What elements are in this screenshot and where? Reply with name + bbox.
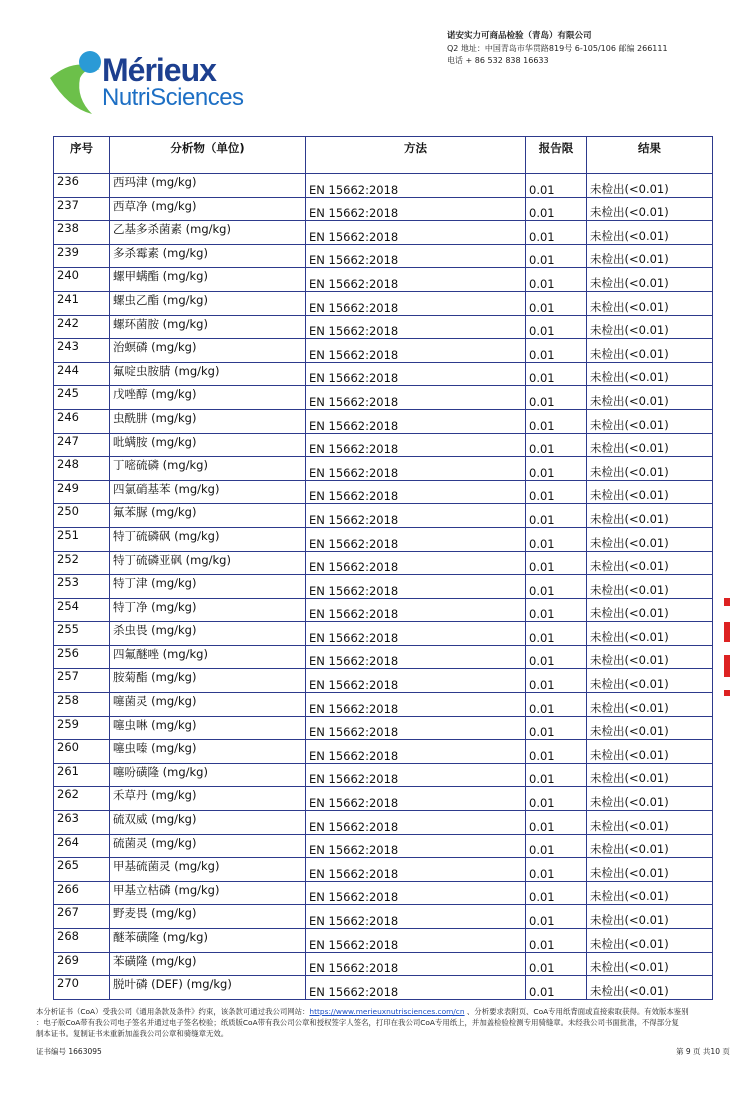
report-limit: 0.01 xyxy=(526,598,587,622)
report-limit: 0.01 xyxy=(526,622,587,646)
table-row xyxy=(54,952,713,976)
logo-text-nutrisciences: NutriSciences xyxy=(102,84,244,111)
row-number: 236 xyxy=(54,174,110,198)
method: EN 15662:2018 xyxy=(306,905,526,929)
result: 未检出(<0.01) xyxy=(587,386,713,410)
method: EN 15662:2018 xyxy=(306,504,526,528)
result: 未检出(<0.01) xyxy=(587,268,713,292)
analyte-name: 硫双威 (mg/kg) xyxy=(110,811,306,835)
report-limit: 0.01 xyxy=(526,504,587,528)
method: EN 15662:2018 xyxy=(306,598,526,622)
result: 未检出(<0.01) xyxy=(587,763,713,787)
analyte-name: 氟啶虫胺腈 (mg/kg) xyxy=(110,362,306,386)
report-limit: 0.01 xyxy=(526,858,587,882)
method: EN 15662:2018 xyxy=(306,575,526,599)
result: 未检出(<0.01) xyxy=(587,811,713,835)
row-number: 269 xyxy=(54,952,110,976)
header-result: 结果 xyxy=(587,137,713,174)
row-number: 256 xyxy=(54,645,110,669)
logo-text-merieux: Mérieux xyxy=(102,52,216,88)
company-logo xyxy=(50,48,250,118)
row-number: 246 xyxy=(54,409,110,433)
report-limit: 0.01 xyxy=(526,268,587,292)
table-row xyxy=(54,527,713,551)
analyte-name: 多杀霉素 (mg/kg) xyxy=(110,244,306,268)
result: 未检出(<0.01) xyxy=(587,362,713,386)
report-limit: 0.01 xyxy=(526,669,587,693)
method: EN 15662:2018 xyxy=(306,457,526,481)
result: 未检出(<0.01) xyxy=(587,527,713,551)
analyte-name: 特丁津 (mg/kg) xyxy=(110,575,306,599)
table-row xyxy=(54,575,713,599)
result: 未检出(<0.01) xyxy=(587,645,713,669)
analyte-name: 噻虫啉 (mg/kg) xyxy=(110,716,306,740)
table-row xyxy=(54,504,713,528)
table-row xyxy=(54,244,713,268)
row-number: 259 xyxy=(54,716,110,740)
report-limit: 0.01 xyxy=(526,787,587,811)
table-row xyxy=(54,433,713,457)
method: EN 15662:2018 xyxy=(306,669,526,693)
method: EN 15662:2018 xyxy=(306,787,526,811)
row-number: 266 xyxy=(54,881,110,905)
result: 未检出(<0.01) xyxy=(587,551,713,575)
report-limit: 0.01 xyxy=(526,905,587,929)
row-number: 268 xyxy=(54,929,110,953)
row-number: 257 xyxy=(54,669,110,693)
row-number: 252 xyxy=(54,551,110,575)
method: EN 15662:2018 xyxy=(306,339,526,363)
table-row xyxy=(54,858,713,882)
table-row xyxy=(54,197,713,221)
analyte-name: 甲基硫菌灵 (mg/kg) xyxy=(110,858,306,882)
table-row xyxy=(54,386,713,410)
report-limit: 0.01 xyxy=(526,174,587,198)
seal-edge-mark xyxy=(724,598,730,606)
table-row xyxy=(54,811,713,835)
analyte-name: 脱叶磷 (DEF) (mg/kg) xyxy=(110,976,306,1000)
analyte-name: 西玛津 (mg/kg) xyxy=(110,174,306,198)
row-number: 261 xyxy=(54,763,110,787)
row-number: 263 xyxy=(54,811,110,835)
row-number: 254 xyxy=(54,598,110,622)
method: EN 15662:2018 xyxy=(306,952,526,976)
result: 未检出(<0.01) xyxy=(587,669,713,693)
table-row xyxy=(54,480,713,504)
table-row xyxy=(54,221,713,245)
table-row xyxy=(54,905,713,929)
header-no: 序号 xyxy=(54,137,110,174)
table-row xyxy=(54,457,713,481)
method: EN 15662:2018 xyxy=(306,693,526,717)
header-limit: 报告限 xyxy=(526,137,587,174)
table-row xyxy=(54,598,713,622)
report-limit: 0.01 xyxy=(526,409,587,433)
result: 未检出(<0.01) xyxy=(587,480,713,504)
row-number: 267 xyxy=(54,905,110,929)
table-row xyxy=(54,976,713,1000)
method: EN 15662:2018 xyxy=(306,174,526,198)
method: EN 15662:2018 xyxy=(306,409,526,433)
seal-edge-mark xyxy=(724,622,730,642)
table-body xyxy=(54,174,713,1000)
report-limit: 0.01 xyxy=(526,952,587,976)
result: 未检出(<0.01) xyxy=(587,291,713,315)
analyte-name: 氟苯脲 (mg/kg) xyxy=(110,504,306,528)
result: 未检出(<0.01) xyxy=(587,457,713,481)
row-number: 262 xyxy=(54,787,110,811)
method: EN 15662:2018 xyxy=(306,716,526,740)
row-number: 241 xyxy=(54,291,110,315)
table-row xyxy=(54,174,713,198)
analyte-name: 虫酰肼 (mg/kg) xyxy=(110,409,306,433)
method: EN 15662:2018 xyxy=(306,551,526,575)
table-row xyxy=(54,362,713,386)
result: 未检出(<0.01) xyxy=(587,504,713,528)
analyte-name: 噻吩磺隆 (mg/kg) xyxy=(110,763,306,787)
report-limit: 0.01 xyxy=(526,976,587,1000)
analyte-name: 乙基多杀菌素 (mg/kg) xyxy=(110,221,306,245)
row-number: 237 xyxy=(54,197,110,221)
analyte-name: 噻菌灵 (mg/kg) xyxy=(110,693,306,717)
result: 未检出(<0.01) xyxy=(587,622,713,646)
table-row xyxy=(54,315,713,339)
row-number: 255 xyxy=(54,622,110,646)
row-number: 270 xyxy=(54,976,110,1000)
result: 未检出(<0.01) xyxy=(587,598,713,622)
row-number: 264 xyxy=(54,834,110,858)
report-limit: 0.01 xyxy=(526,221,587,245)
result: 未检出(<0.01) xyxy=(587,433,713,457)
result: 未检出(<0.01) xyxy=(587,740,713,764)
report-limit: 0.01 xyxy=(526,693,587,717)
table-row xyxy=(54,409,713,433)
result: 未检出(<0.01) xyxy=(587,834,713,858)
row-number: 250 xyxy=(54,504,110,528)
logo-mark-icon xyxy=(50,48,106,118)
row-number: 239 xyxy=(54,244,110,268)
result: 未检出(<0.01) xyxy=(587,905,713,929)
footer-line1-prefix: 本分析证书（CoA）受我公司《通用条款及条件》约束，该条款可通过我公司网站： xyxy=(36,1007,310,1016)
row-number: 245 xyxy=(54,386,110,410)
result: 未检出(<0.01) xyxy=(587,952,713,976)
header-method: 方法 xyxy=(306,137,526,174)
table-row xyxy=(54,716,713,740)
report-limit: 0.01 xyxy=(526,527,587,551)
method: EN 15662:2018 xyxy=(306,976,526,1000)
analyte-name: 螺环菌胺 (mg/kg) xyxy=(110,315,306,339)
report-limit: 0.01 xyxy=(526,457,587,481)
result: 未检出(<0.01) xyxy=(587,787,713,811)
result: 未检出(<0.01) xyxy=(587,858,713,882)
analyte-name: 野麦畏 (mg/kg) xyxy=(110,905,306,929)
result: 未检出(<0.01) xyxy=(587,693,713,717)
table-row xyxy=(54,787,713,811)
row-number: 243 xyxy=(54,339,110,363)
method: EN 15662:2018 xyxy=(306,834,526,858)
method: EN 15662:2018 xyxy=(306,480,526,504)
report-limit: 0.01 xyxy=(526,362,587,386)
report-limit: 0.01 xyxy=(526,339,587,363)
method: EN 15662:2018 xyxy=(306,881,526,905)
report-limit: 0.01 xyxy=(526,433,587,457)
analyte-name: 特丁净 (mg/kg) xyxy=(110,598,306,622)
result: 未检出(<0.01) xyxy=(587,315,713,339)
footer-disclaimer xyxy=(36,1006,726,1039)
report-limit: 0.01 xyxy=(526,740,587,764)
table-header-row xyxy=(54,137,713,174)
report-limit: 0.01 xyxy=(526,291,587,315)
row-number: 244 xyxy=(54,362,110,386)
report-limit: 0.01 xyxy=(526,551,587,575)
method: EN 15662:2018 xyxy=(306,221,526,245)
footer-line1-suffix: 、分析要求表附页、CoA专用纸背面或直接索取获得。有效版本鉴别 xyxy=(464,1007,689,1016)
result: 未检出(<0.01) xyxy=(587,174,713,198)
method: EN 15662:2018 xyxy=(306,315,526,339)
analyte-name: 治螟磷 (mg/kg) xyxy=(110,339,306,363)
analyte-name: 胺菊酯 (mg/kg) xyxy=(110,669,306,693)
result: 未检出(<0.01) xyxy=(587,339,713,363)
result: 未检出(<0.01) xyxy=(587,716,713,740)
result: 未检出(<0.01) xyxy=(587,409,713,433)
analyte-name: 西草净 (mg/kg) xyxy=(110,197,306,221)
method: EN 15662:2018 xyxy=(306,811,526,835)
result: 未检出(<0.01) xyxy=(587,929,713,953)
analyte-name: 特丁硫磷砜 (mg/kg) xyxy=(110,527,306,551)
analyte-name: 特丁硫磷亚砜 (mg/kg) xyxy=(110,551,306,575)
row-number: 248 xyxy=(54,457,110,481)
method: EN 15662:2018 xyxy=(306,740,526,764)
table-row xyxy=(54,268,713,292)
footer-line2: ：电子版CoA带有我公司电子签名并通过电子签名校验；纸质版CoA带有我公司公章和授权签字人签名，打印在我公司CoA专用纸上，并加盖检验检测专用骑缝章。未经我公司书面批准，不得部分复 xyxy=(36,1018,679,1027)
header-analyte: 分析物（单位) xyxy=(110,137,306,174)
row-number: 238 xyxy=(54,221,110,245)
company-name: 诺安实力可商品检验（青岛）有限公司 xyxy=(447,31,592,41)
method: EN 15662:2018 xyxy=(306,433,526,457)
analyte-name: 苯磺隆 (mg/kg) xyxy=(110,952,306,976)
table-row xyxy=(54,740,713,764)
method: EN 15662:2018 xyxy=(306,622,526,646)
method: EN 15662:2018 xyxy=(306,197,526,221)
analyte-name: 螺甲螨酯 (mg/kg) xyxy=(110,268,306,292)
row-number: 249 xyxy=(54,480,110,504)
result: 未检出(<0.01) xyxy=(587,976,713,1000)
table-row xyxy=(54,339,713,363)
footer-line3: 制本证书。复制证书未重新加盖我公司公章和骑缝章无效。 xyxy=(36,1029,229,1038)
method: EN 15662:2018 xyxy=(306,362,526,386)
company-info xyxy=(447,30,668,68)
company-address: Q2 地址：中国青岛市华贯路819号 6-105/106 邮编 266111 xyxy=(447,43,668,53)
analyte-name: 杀虫畏 (mg/kg) xyxy=(110,622,306,646)
report-limit: 0.01 xyxy=(526,929,587,953)
table-row xyxy=(54,622,713,646)
certificate-number: 证书编号 1663095 xyxy=(36,1047,102,1056)
table-row xyxy=(54,291,713,315)
page-number: 第 9 页 共10 页 xyxy=(676,1047,730,1056)
analyte-name: 戊唑醇 (mg/kg) xyxy=(110,386,306,410)
analyte-name: 吡螨胺 (mg/kg) xyxy=(110,433,306,457)
report-limit: 0.01 xyxy=(526,834,587,858)
analyte-name: 醚苯磺隆 (mg/kg) xyxy=(110,929,306,953)
method: EN 15662:2018 xyxy=(306,929,526,953)
table-row xyxy=(54,551,713,575)
results-table xyxy=(53,136,713,1000)
method: EN 15662:2018 xyxy=(306,858,526,882)
report-limit: 0.01 xyxy=(526,811,587,835)
analyte-name: 噻虫嗪 (mg/kg) xyxy=(110,740,306,764)
report-limit: 0.01 xyxy=(526,315,587,339)
table-row xyxy=(54,881,713,905)
report-limit: 0.01 xyxy=(526,197,587,221)
website-link[interactable]: https://www.merieuxnutrisciences.com/cn xyxy=(309,1007,465,1016)
report-limit: 0.01 xyxy=(526,244,587,268)
report-limit: 0.01 xyxy=(526,575,587,599)
result: 未检出(<0.01) xyxy=(587,244,713,268)
method: EN 15662:2018 xyxy=(306,386,526,410)
analyte-name: 丁嘧硫磷 (mg/kg) xyxy=(110,457,306,481)
report-limit: 0.01 xyxy=(526,763,587,787)
method: EN 15662:2018 xyxy=(306,527,526,551)
row-number: 251 xyxy=(54,527,110,551)
table-row xyxy=(54,669,713,693)
method: EN 15662:2018 xyxy=(306,645,526,669)
method: EN 15662:2018 xyxy=(306,244,526,268)
result: 未检出(<0.01) xyxy=(587,881,713,905)
analyte-name: 甲基立枯磷 (mg/kg) xyxy=(110,881,306,905)
method: EN 15662:2018 xyxy=(306,291,526,315)
result: 未检出(<0.01) xyxy=(587,197,713,221)
seal-edge-mark xyxy=(724,655,730,677)
row-number: 258 xyxy=(54,693,110,717)
seal-edge-mark xyxy=(724,690,730,696)
table-row xyxy=(54,763,713,787)
table-row xyxy=(54,693,713,717)
row-number: 242 xyxy=(54,315,110,339)
row-number: 260 xyxy=(54,740,110,764)
report-limit: 0.01 xyxy=(526,386,587,410)
analyte-name: 四氟醚唑 (mg/kg) xyxy=(110,645,306,669)
result: 未检出(<0.01) xyxy=(587,221,713,245)
analyte-name: 硫菌灵 (mg/kg) xyxy=(110,834,306,858)
analyte-name: 四氯硝基苯 (mg/kg) xyxy=(110,480,306,504)
report-limit: 0.01 xyxy=(526,716,587,740)
row-number: 253 xyxy=(54,575,110,599)
table-row xyxy=(54,645,713,669)
method: EN 15662:2018 xyxy=(306,268,526,292)
report-limit: 0.01 xyxy=(526,645,587,669)
method: EN 15662:2018 xyxy=(306,763,526,787)
table-row xyxy=(54,834,713,858)
report-limit: 0.01 xyxy=(526,881,587,905)
analyte-name: 螺虫乙酯 (mg/kg) xyxy=(110,291,306,315)
report-limit: 0.01 xyxy=(526,480,587,504)
result: 未检出(<0.01) xyxy=(587,575,713,599)
analyte-name: 禾草丹 (mg/kg) xyxy=(110,787,306,811)
table-row xyxy=(54,929,713,953)
company-phone: 电话 + 86 532 838 16633 xyxy=(447,56,549,65)
row-number: 265 xyxy=(54,858,110,882)
row-number: 247 xyxy=(54,433,110,457)
row-number: 240 xyxy=(54,268,110,292)
